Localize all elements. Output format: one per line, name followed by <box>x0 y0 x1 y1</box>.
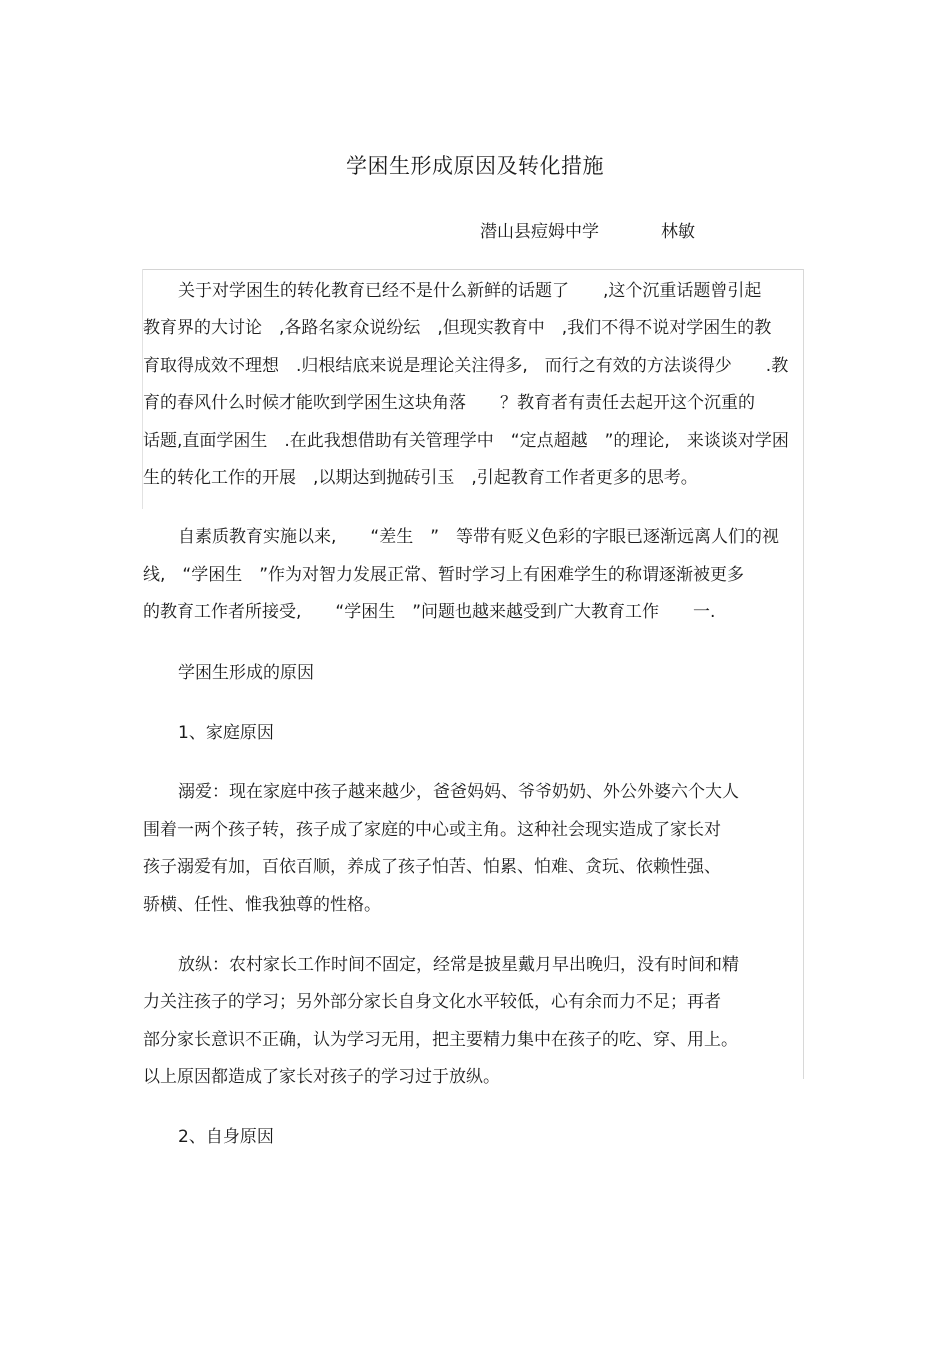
author-school: 潜山县痘姆中学 <box>480 222 599 242</box>
intro-line: 生的转化工作的开展 ,以期达到抛砖引玉 ,引起教育工作者更多的思考。 <box>143 468 698 488</box>
text-frame-right-border <box>803 269 804 1079</box>
section-heading: 学困生形成的原因 <box>178 663 314 683</box>
paragraph-line: 线, “学困生 ”作为对智力发展正常、暂时学习上有困难学生的称谓逐渐被更多 <box>143 565 745 585</box>
paragraph-line: 的教育工作者所接受, “学困生 ”问题也越来越受到广大教育工作 一. <box>143 602 716 622</box>
intro-line: 育的春风什么时候才能吹到学困生这块角落 ？教育者有责任去起开这个沉重的 <box>143 393 755 413</box>
paragraph-line: 骄横、任性、惟我独尊的性格。 <box>143 895 381 915</box>
intro-line: 教育界的大讨论 ,各路名家众说纷纭 ,但现实教育中 ,我们不得不说对学困生的教 <box>143 318 772 338</box>
text-frame-top-border <box>142 269 804 270</box>
author-name: 林敏 <box>661 222 695 242</box>
intro-line: 话题,直面学困生 .在此我想借助有关管理学中 “定点超越 ”的理论, 来谈谈对学困 <box>143 431 789 451</box>
paragraph-line: 孩子溺爱有加，百依百顺，养成了孩子怕苦、怕累、怕难、贪玩、依赖性强、 <box>143 857 721 877</box>
intro-line: 育取得成效不理想 .归根结底来说是理论关注得多, 而行之有效的方法谈得少 .教 <box>143 356 789 376</box>
paragraph-line: 溺爱：现在家庭中孩子越来越少，爸爸妈妈、爷爷奶奶、外公外婆六个大人 <box>178 782 739 802</box>
paragraph-line: 部分家长意识不正确，认为学习无用，把主要精力集中在孩子的吃、穿、用上。 <box>143 1030 738 1050</box>
author-line <box>480 217 695 242</box>
document-title: 学困生形成原因及转化措施 <box>346 154 604 178</box>
paragraph-line: 放纵：农村家长工作时间不固定，经常是披星戴月早出晚归，没有时间和精 <box>178 955 739 975</box>
subsection-heading-self: 2、自身原因 <box>178 1127 274 1147</box>
paragraph-line: 力关注孩子的学习；另外部分家长自身文化水平较低，心有余而力不足；再者 <box>143 992 721 1012</box>
paragraph-line: 以上原因都造成了家长对孩子的学习过于放纵。 <box>143 1067 500 1087</box>
paragraph-line: 自素质教育实施以来, “差生 ” 等带有贬义色彩的字眼已逐渐远离人们的视 <box>178 527 780 547</box>
subsection-heading-family: 1、家庭原因 <box>178 723 274 743</box>
intro-line: 关于对学困生的转化教育已经不是什么新鲜的话题了 ,这个沉重话题曾引起 <box>178 281 762 301</box>
paragraph-line: 围着一两个孩子转，孩子成了家庭的中心或主角。这种社会现实造成了家长对 <box>143 820 721 840</box>
